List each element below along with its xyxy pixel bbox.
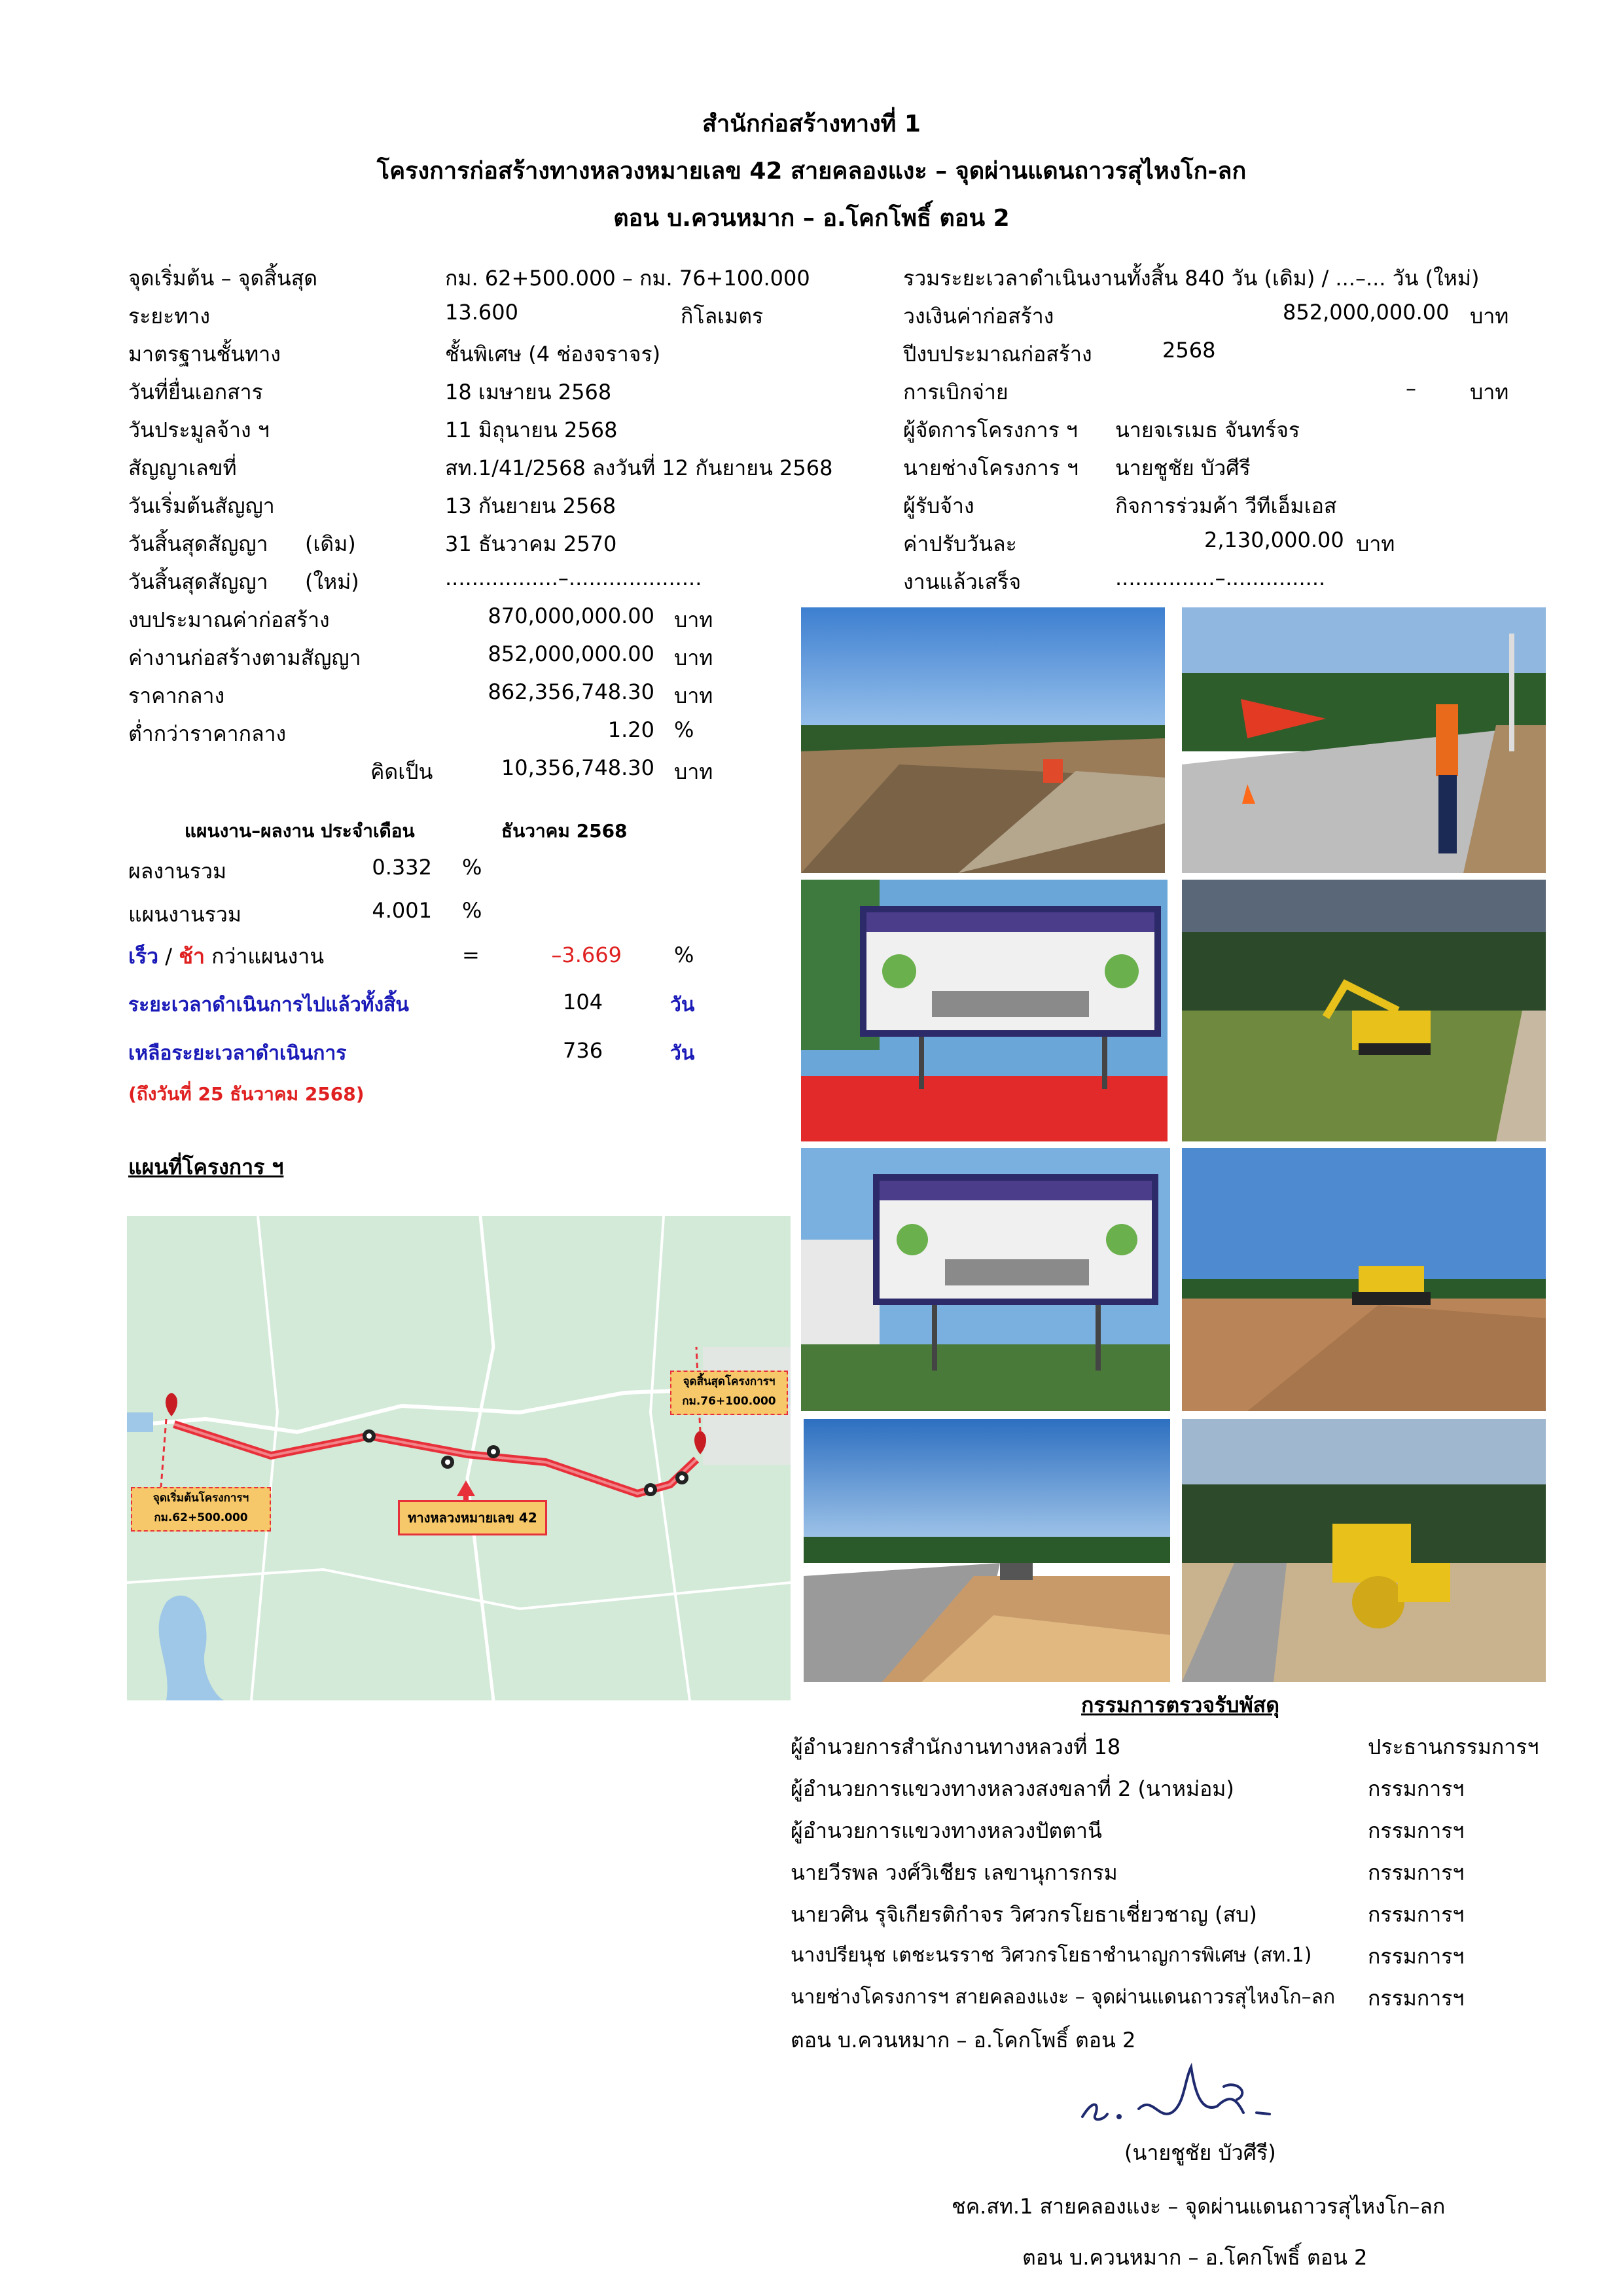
finance-value: 10,356,748.30 xyxy=(501,755,654,780)
remain-unit: วัน xyxy=(670,1042,695,1065)
member-role: กรรมการฯ xyxy=(1368,1944,1465,1969)
info-sub: (เดิม) xyxy=(305,531,356,556)
info-value: 13.600 xyxy=(445,300,518,325)
site-photo xyxy=(1182,1419,1546,1682)
year-value: 2568 xyxy=(1162,338,1216,363)
fine-value: 2,130,000.00 xyxy=(1204,528,1344,552)
info-label: ระยะทาง xyxy=(128,304,210,329)
vs-plan-label: กว่าแผนงาน xyxy=(204,944,325,969)
site-photo xyxy=(1182,880,1546,1141)
info-label: จุดเริ่มต้น – จุดสิ้นสุด xyxy=(128,266,317,291)
progress-month: ธันวาคม 2568 xyxy=(501,820,628,842)
duration-text: รวมระยะเวลาดำเนินงานทั้งสิ้น 840 วัน (เดิม) / ...–... วัน (ใหม่) xyxy=(903,266,1480,291)
committee-title: กรรมการตรวจรับพัสดุ xyxy=(1081,1693,1279,1717)
engineer-label: นายช่างโครงการ ฯ xyxy=(903,456,1079,480)
member-role: กรรมการฯ xyxy=(1368,1818,1465,1843)
finance-value: 870,000,000.00 xyxy=(488,603,654,628)
elapsed-label: ระยะเวลาดำเนินการไปแล้วทั้งสิ้น xyxy=(128,994,409,1016)
signer-position-1: ชค.สท.1 สายคลองแงะ – จุดผ่านแดนถาวรสุไหงโก–ลก xyxy=(952,2194,1446,2219)
site-photo xyxy=(801,880,1168,1141)
budget-value: 852,000,000.00 xyxy=(1283,300,1450,325)
info-value: สท.1/41/2568 ลงวันที่ 12 กันยายน 2568 xyxy=(445,456,833,480)
finance-unit: บาท xyxy=(674,683,713,708)
site-photo xyxy=(1182,607,1546,873)
info-label: วันประมูลจ้าง ฯ xyxy=(128,418,270,442)
plan-label: แผนงานรวม xyxy=(128,902,241,927)
highway-label: ทางหลวงหมายเลข 42 xyxy=(398,1500,547,1535)
finance-label: ค่างานก่อสร้างตามสัญญา xyxy=(128,645,361,670)
manager-value: นายจเรเมธ จันทร์จร xyxy=(1115,418,1300,442)
member-name: ผู้อำนวยการแขวงทางหลวงปัตตานี xyxy=(791,1818,1102,1843)
diff-value: –3.669 xyxy=(551,942,622,967)
map-graphic xyxy=(127,1216,791,1700)
info-value: 31 ธันวาคม 2570 xyxy=(445,531,617,556)
info-value: กม. 62+500.000 – กม. 76+100.000 xyxy=(445,266,810,291)
engineer-value: นายชูชัย บัวศีรี xyxy=(1115,456,1251,480)
start-label-line-2: กม.62+500.000 xyxy=(154,1511,248,1524)
finance-label: ราคากลาง xyxy=(128,683,225,708)
as-of-date: (ถึงวันที่ 25 ธันวาคม 2568) xyxy=(128,1083,365,1105)
member-name: ผู้อำนวยการสำนักงานทางหลวงที่ 18 xyxy=(791,1734,1121,1759)
done-label: งานแล้วเสร็จ xyxy=(903,569,1022,594)
project-map xyxy=(127,1216,791,1700)
info-value: 18 เมษายน 2568 xyxy=(445,380,612,404)
member-name: นายช่างโครงการฯ สายคลองแงะ – จุดผ่านแดนถาวรสุไหงโก–ลก xyxy=(791,1986,1336,2009)
info-value: ชั้นพิเศษ (4 ช่องจราจร) xyxy=(445,342,661,367)
disburse-label: การเบิกจ่าย xyxy=(903,380,1008,404)
disburse-unit: บาท xyxy=(1470,380,1509,404)
member-role: กรรมการฯ xyxy=(1368,1860,1465,1885)
info-value: .................–.................... xyxy=(445,565,702,590)
plan-unit: % xyxy=(462,898,482,923)
diff-unit: % xyxy=(674,942,694,967)
member-name: นายวศิน รุจิเกียรติกำจร วิศวกรโยธาเชี่ยวชาญ (สบ) xyxy=(791,1902,1257,1927)
finance-label: ต่ำกว่าราคากลาง xyxy=(128,721,287,746)
finance-value: 1.20 xyxy=(607,717,654,742)
finance-unit: บาท xyxy=(674,607,713,632)
member-name-continued: ตอน บ.ควนหมาก – อ.โคกโพธิ์ ตอน 2 xyxy=(791,2028,1136,2053)
contractor-value: กิจการร่วมค้า วีทีเอ็มเอส xyxy=(1115,493,1337,518)
member-role: กรรมการฯ xyxy=(1368,1776,1465,1801)
member-name: ผู้อำนวยการแขวงทางหลวงสงขลาที่ 2 (นาหม่อม) xyxy=(791,1776,1234,1801)
site-photo xyxy=(801,607,1165,873)
handwritten-signature xyxy=(1073,2054,1309,2139)
member-name: นางปรียนุช เตชะนรราช วิศวกรโยธาชำนาญการพิเศษ (สท.1) xyxy=(791,1944,1312,1967)
header-line-2: โครงการก่อสร้างทางหลวงหมายเลข 42 สายคลองแงะ – จุดผ่านแดนถาวรสุไหงโก-ลก xyxy=(376,158,1247,185)
header-line-1: สำนักก่อสร้างทางที่ 1 xyxy=(702,111,921,137)
info-label: วันสิ้นสุดสัญญา xyxy=(128,531,268,556)
info-value: 13 กันยายน 2568 xyxy=(445,493,616,518)
actual-label: ผลงานรวม xyxy=(128,859,227,884)
plan-value: 4.001 xyxy=(372,898,432,923)
site-photo xyxy=(1182,1148,1546,1411)
end-label-line-2: กม.76+100.000 xyxy=(682,1395,776,1408)
member-name: นายวีรพล วงศ์วิเชียร เลขานุการกรม xyxy=(791,1860,1118,1885)
progress-title: แผนงาน–ผลงาน ประจำเดือน xyxy=(185,820,415,842)
finance-unit: % xyxy=(674,717,694,742)
elapsed-value: 104 xyxy=(563,990,603,1014)
signer-position-2: ตอน บ.ควนหมาก – อ.โคกโพธิ์ ตอน 2 xyxy=(1022,2245,1368,2270)
fast-label: เร็ว xyxy=(128,944,159,969)
elapsed-unit: วัน xyxy=(670,994,695,1016)
signer-name: (นายชูชัย บัวศีรี) xyxy=(1124,2140,1276,2165)
finance-label: คิดเป็น xyxy=(370,759,433,784)
info-sub: (ใหม่) xyxy=(305,569,359,594)
finance-value: 852,000,000.00 xyxy=(488,641,654,666)
member-role: ประธานกรรมการฯ xyxy=(1368,1734,1539,1759)
member-role: กรรมการฯ xyxy=(1368,1902,1465,1927)
slow-label: ช้า xyxy=(179,944,205,969)
actual-unit: % xyxy=(462,855,482,880)
finance-unit: บาท xyxy=(674,645,713,670)
info-unit: กิโลเมตร xyxy=(681,304,764,329)
info-label: วันสิ้นสุดสัญญา xyxy=(128,569,268,594)
year-label: ปีงบประมาณก่อสร้าง xyxy=(903,342,1092,367)
slash: / xyxy=(158,944,179,969)
budget-label: วงเงินค่าก่อสร้าง xyxy=(903,304,1054,329)
finance-label: งบประมาณค่าก่อสร้าง xyxy=(128,607,330,632)
remain-value: 736 xyxy=(563,1038,603,1063)
info-label: วันที่ยื่นเอกสาร xyxy=(128,380,263,404)
remain-label: เหลือระยะเวลาดำเนินการ xyxy=(128,1042,347,1065)
disburse-value: – xyxy=(1406,376,1416,401)
actual-value: 0.332 xyxy=(372,855,432,880)
member-role: กรรมการฯ xyxy=(1368,1986,1465,2011)
info-label: มาตรฐานชั้นทาง xyxy=(128,342,281,367)
budget-unit: บาท xyxy=(1470,304,1509,329)
start-point-label xyxy=(131,1487,271,1532)
fast-slow-line xyxy=(128,940,324,973)
site-photo xyxy=(804,1419,1170,1682)
end-point-label xyxy=(670,1371,788,1415)
info-label: วันเริ่มต้นสัญญา xyxy=(128,493,275,518)
equals-sign: = xyxy=(462,942,480,967)
contractor-label: ผู้รับจ้าง xyxy=(903,493,974,518)
fine-unit: บาท xyxy=(1356,531,1395,556)
header-line-3: ตอน บ.ควนหมาก – อ.โคกโพธิ์ ตอน 2 xyxy=(613,205,1010,232)
finance-unit: บาท xyxy=(674,759,713,784)
manager-label: ผู้จัดการโครงการ ฯ xyxy=(903,418,1078,442)
info-label: สัญญาเลขที่ xyxy=(128,456,237,480)
site-photo xyxy=(801,1148,1170,1411)
finance-value: 862,356,748.30 xyxy=(488,679,654,704)
map-title: แผนที่โครงการ ฯ xyxy=(128,1155,284,1179)
end-label-line-1: จุดสิ้นสุดโครงการฯ xyxy=(683,1375,776,1388)
done-value: ...............–............... xyxy=(1115,565,1326,590)
info-value: 11 มิถุนายน 2568 xyxy=(445,418,618,442)
start-label-line-1: จุดเริ่มต้นโครงการฯ xyxy=(152,1492,249,1505)
fine-label: ค่าปรับวันละ xyxy=(903,531,1017,556)
